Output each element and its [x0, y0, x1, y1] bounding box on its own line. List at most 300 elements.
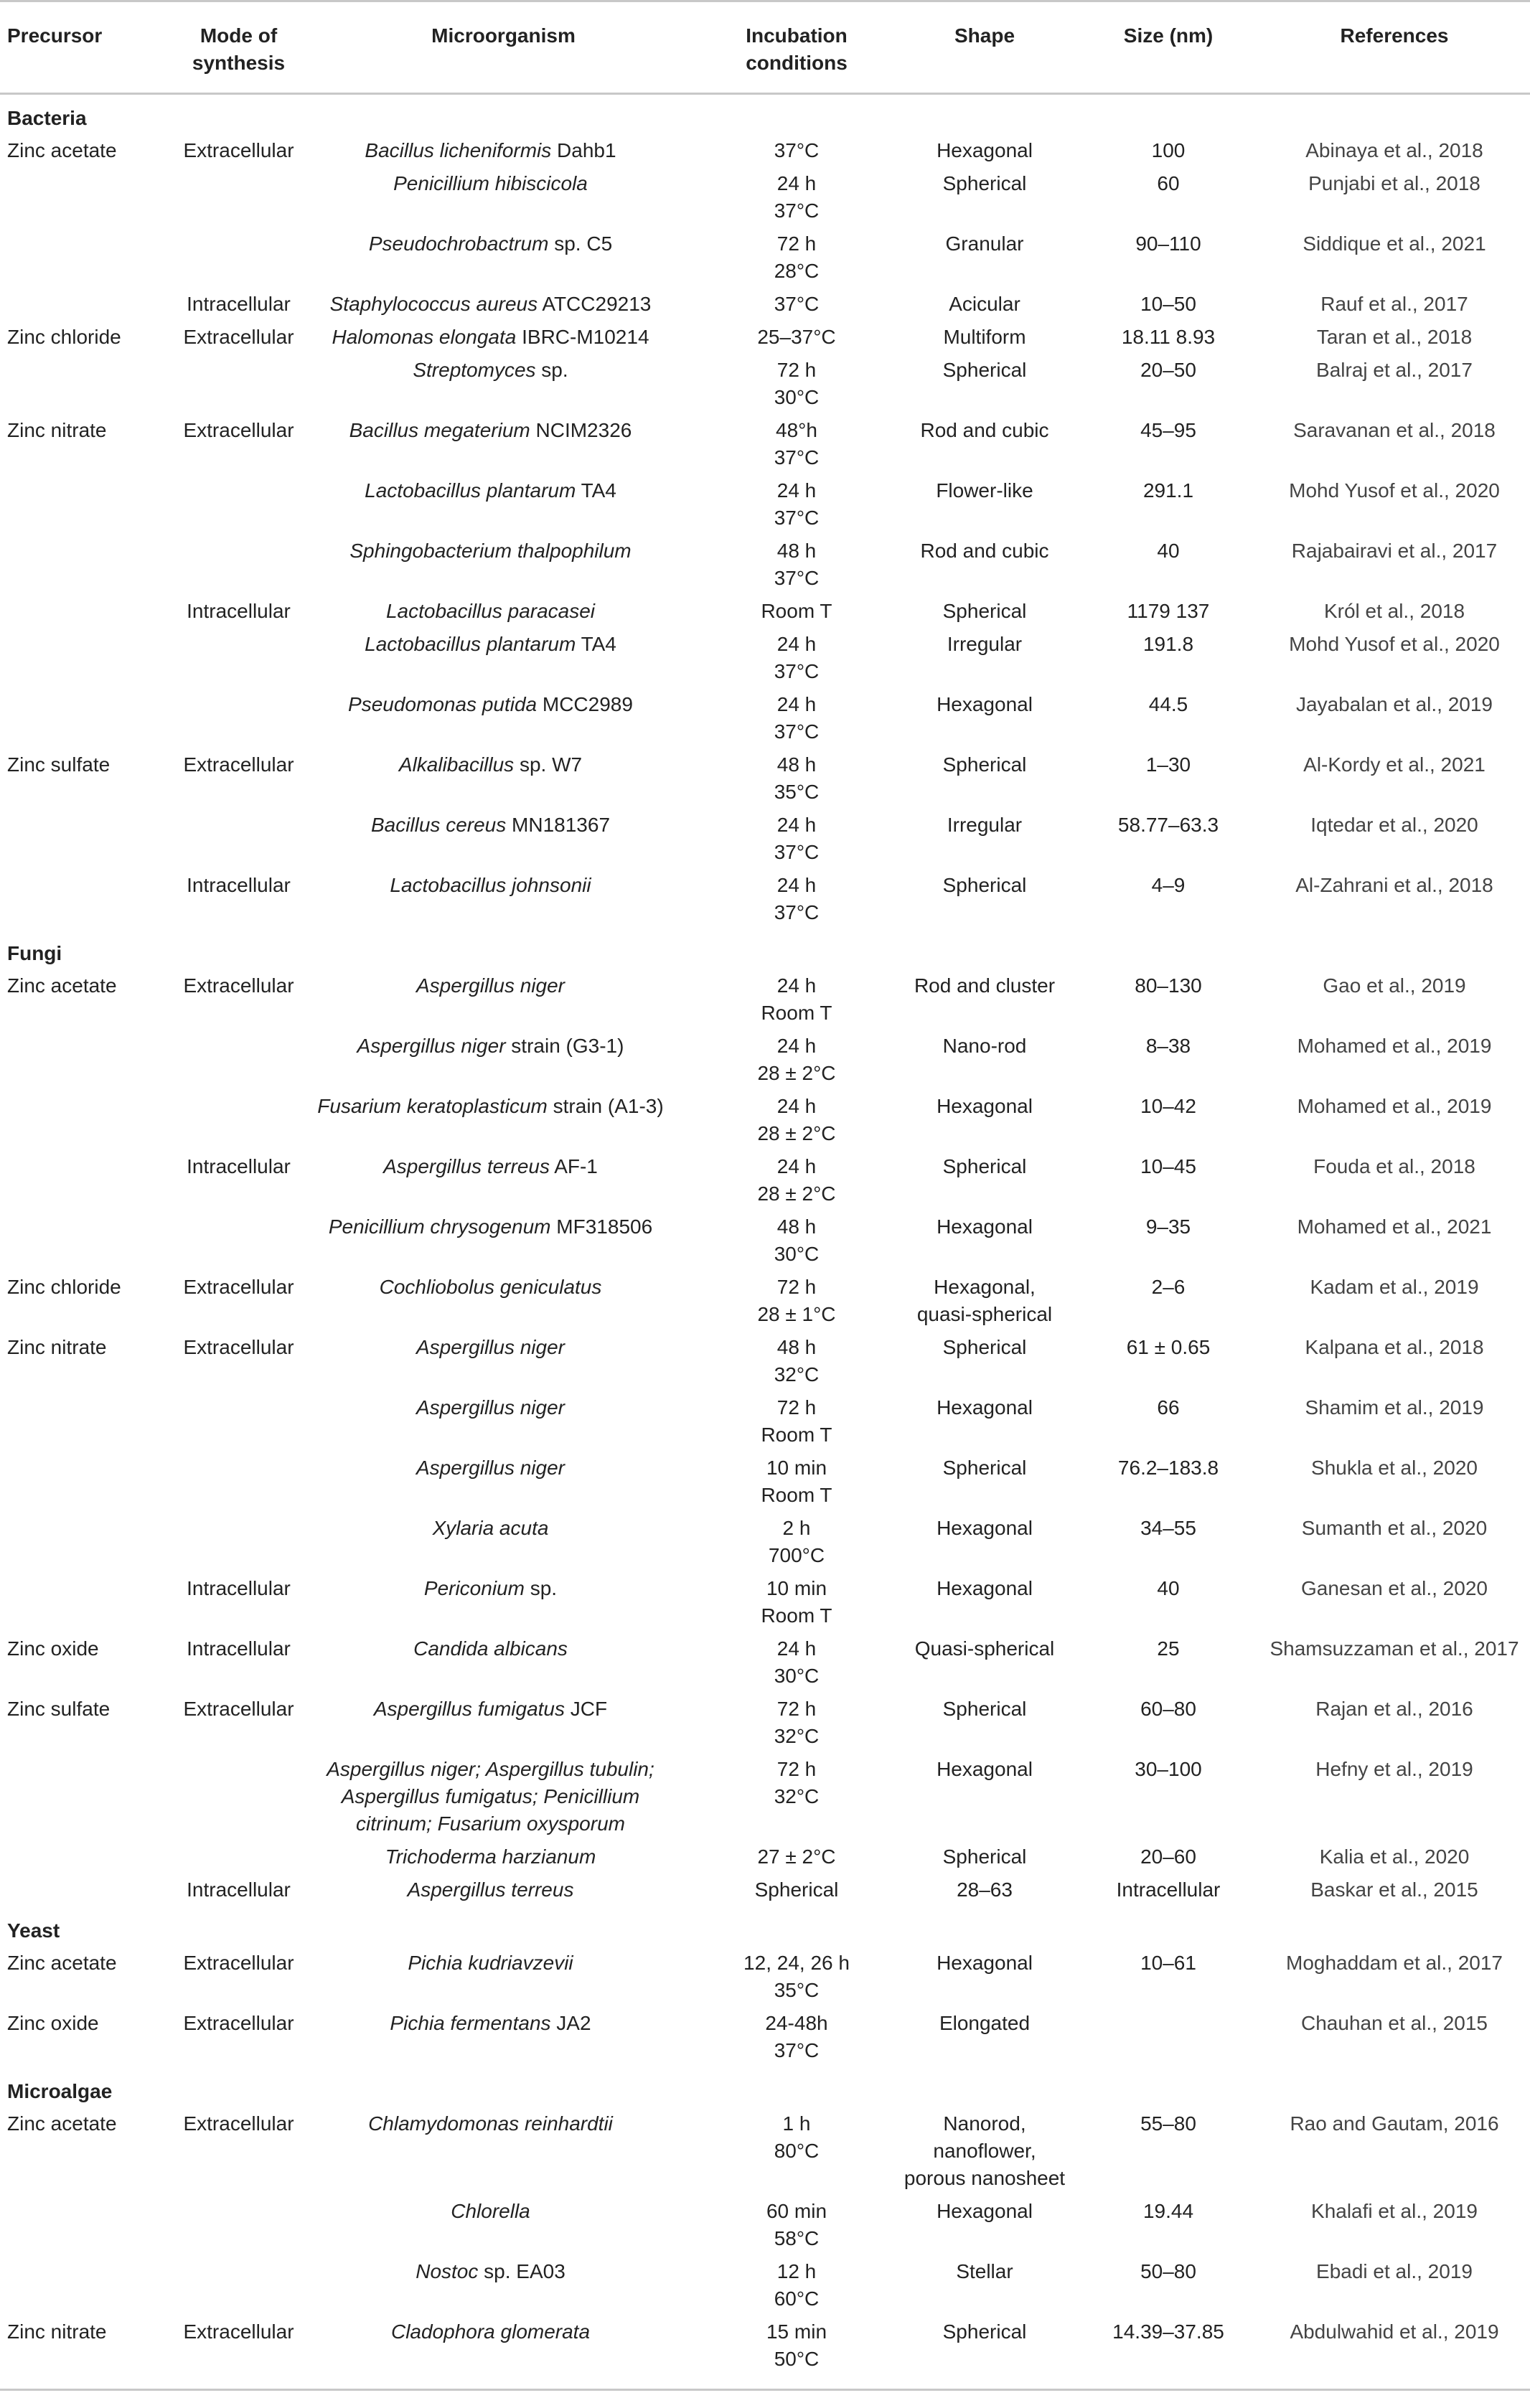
microorganism-cell: [305, 629, 702, 689]
mode-cell: [172, 354, 305, 415]
mode-header: [172, 1, 305, 94]
incubation-cell: [702, 1874, 891, 1907]
incubation-cell-line: 58°C: [774, 2227, 820, 2249]
size-cell: 1179 137: [1127, 600, 1210, 622]
table-row: [0, 596, 1530, 629]
incubation-cell: [702, 596, 891, 629]
incubation-cell: [702, 749, 891, 809]
microorganism-name: Lactobacillus paracasei: [385, 600, 596, 622]
mode-cell: Intracellular: [187, 1577, 291, 1599]
reference-cell: Sumanth et al., 2020: [1301, 1517, 1488, 1539]
table-body: [0, 94, 1530, 2390]
reference-cell: Moghaddam et al., 2017: [1286, 1952, 1503, 1974]
incubation-cell: [702, 809, 891, 870]
mode-cell: Intracellular: [187, 874, 291, 896]
incubation-cell: [702, 689, 891, 749]
mode-cell: [172, 1841, 305, 1874]
incubation-cell-line: 72 h: [776, 1276, 817, 1298]
table-row: [0, 1947, 1530, 2008]
incubation-cell-line: 2 h: [782, 1517, 811, 1539]
table-row: [0, 970, 1530, 1030]
group-row: [0, 1907, 1530, 1947]
header-text: Mode of: [200, 24, 278, 47]
header-text: synthesis: [192, 52, 286, 74]
incubation-cell: [702, 2008, 891, 2068]
microorganism-cell: [305, 1874, 702, 1907]
incubation-cell-line: 24 h: [776, 1155, 817, 1177]
microorganism-name: Pseudochrobactrum: [368, 232, 549, 255]
size-cell: 60–80: [1140, 1698, 1196, 1720]
incubation-cell-line: 72 h: [776, 1396, 817, 1419]
shape-cell: [891, 970, 1078, 1030]
microorganism-cell: [305, 354, 702, 415]
microorganism-cell: [305, 1573, 702, 1633]
group-label: Microalgae: [7, 2080, 113, 2102]
incubation-cell-line: 24-48h: [765, 2012, 828, 2034]
incubation-cell-line: 72 h: [776, 359, 817, 381]
shape-cell-line: Spherical: [942, 1457, 1027, 1479]
reference-cell: Shamim et al., 2019: [1305, 1396, 1484, 1419]
shape-cell: [891, 288, 1078, 321]
precursor-cell: [0, 228, 172, 288]
incubation-cell-line: 72 h: [776, 1698, 817, 1720]
precursor-cell: [0, 1573, 172, 1633]
microorganism-cell: [305, 1947, 702, 2008]
precursor-cell: Zinc nitrate: [7, 1336, 107, 1358]
shape-cell-line: Spherical: [942, 1845, 1027, 1868]
microorganism-name: Bacillus licheniformis: [365, 139, 552, 161]
mode-cell: Intracellular: [187, 1155, 291, 1177]
microorganism-name: Pichia kudriavzevii: [408, 1952, 573, 1974]
reference-cell: Kalia et al., 2020: [1319, 1845, 1470, 1868]
microorganism-strain: Dahb1: [551, 139, 616, 161]
incubation-cell-line: 30°C: [774, 386, 820, 408]
shape-cell-line: Irregular: [947, 633, 1023, 655]
microorganism-cell: [305, 1754, 702, 1841]
group-row: [0, 2068, 1530, 2108]
mode-cell: Extracellular: [183, 753, 294, 776]
reference-cell: Shamsuzzaman et al., 2017: [1269, 1637, 1519, 1660]
table-row: [0, 1271, 1530, 1332]
shape-cell-line: Nanorod, nanoflower,: [933, 2112, 1036, 2162]
mode-cell: [172, 2196, 305, 2256]
reference-cell: Saravanan et al., 2018: [1293, 419, 1496, 441]
shape-cell: [891, 870, 1078, 930]
incubation-cell-line: 35°C: [774, 781, 820, 803]
reference-cell: Hefny et al., 2019: [1315, 1758, 1473, 1780]
precursor-cell: [0, 168, 172, 228]
reference-cell: Jayabalan et al., 2019: [1296, 693, 1493, 715]
microorganism-cell: [305, 970, 702, 1030]
precursor-cell: [0, 535, 172, 596]
shape-cell-line: Spherical: [942, 172, 1027, 194]
precursor-cell: [0, 1754, 172, 1841]
mode-cell: [172, 1513, 305, 1573]
shape-cell-line: Hexagonal: [937, 1215, 1033, 1238]
table-row: [0, 535, 1530, 596]
reference-cell: Al-Zahrani et al., 2018: [1295, 874, 1493, 896]
size-cell: 10–50: [1140, 293, 1196, 315]
table-row: [0, 1030, 1530, 1091]
incubation-cell: [702, 168, 891, 228]
mode-cell: Intracellular: [187, 293, 291, 315]
microorganism-cell: [305, 2256, 702, 2316]
shape-cell: [891, 1091, 1078, 1151]
shape-cell-line: Quasi-spherical: [914, 1637, 1055, 1660]
incubation-cell-line: 25–37°C: [757, 326, 836, 348]
incubation-cell-line: 10 min: [766, 1577, 827, 1599]
reference-cell: Rao and Gautam, 2016: [1290, 2112, 1499, 2135]
incubation-cell-line: 32°C: [774, 1363, 820, 1386]
header-text: References: [1340, 24, 1449, 47]
microorganism-name: Halomonas elongata: [332, 326, 517, 348]
shape-cell: [891, 2008, 1078, 2068]
microorganism-name: Penicillium hibiscicola: [393, 172, 588, 194]
incubation-cell-line: 60 min: [766, 2200, 827, 2222]
incubation-cell: [702, 1513, 891, 1573]
microorganism-name: Aspergillus niger: [416, 974, 565, 997]
size-cell: 45–95: [1140, 419, 1196, 441]
microorganism-name: Bacillus megaterium: [349, 419, 530, 441]
mode-cell: [172, 535, 305, 596]
microorganism-cell: [305, 1091, 702, 1151]
table-row: [0, 2196, 1530, 2256]
mode-cell: Intracellular: [187, 600, 291, 622]
table-row: [0, 1452, 1530, 1513]
shape-cell: [891, 1693, 1078, 1754]
incubation-cell-line: 48 h: [776, 753, 817, 776]
incubation-cell-line: 72 h: [776, 232, 817, 255]
shape-cell: [891, 2316, 1078, 2390]
microorganism-cell: [305, 1633, 702, 1693]
shape-cell-line: Hexagonal: [937, 2200, 1033, 2222]
incubation-cell: [702, 1211, 891, 1271]
size-cell: 20–60: [1140, 1845, 1196, 1868]
incubation-cell-line: 72 h: [776, 1758, 817, 1780]
microorganism-cell: [305, 870, 702, 930]
microorganism-name: Xylaria acuta: [432, 1517, 549, 1539]
precursor-cell: Zinc acetate: [7, 1952, 117, 1974]
microorganism-name: Candida albicans: [413, 1637, 568, 1660]
reference-cell: Punjabi et al., 2018: [1308, 172, 1480, 194]
incubation-cell-line: 37°C: [774, 841, 820, 863]
shape-cell: [891, 1151, 1078, 1211]
reference-cell: Khalafi et al., 2019: [1311, 2200, 1478, 2222]
table-row: [0, 475, 1530, 535]
incubation-cell-line: 15 min: [766, 2320, 827, 2343]
microorganism-name: Aspergillus terreus: [383, 1155, 550, 1177]
incubation-cell-line: 24 h: [776, 974, 817, 997]
precursor-cell: [0, 596, 172, 629]
reference-cell: Gao et al., 2019: [1323, 974, 1466, 997]
mode-cell: [172, 1091, 305, 1151]
microorganism-cell: [305, 228, 702, 288]
microorganism-cell: [305, 809, 702, 870]
size-cell: 100: [1151, 139, 1186, 161]
microorganism-cell: [305, 168, 702, 228]
incubation-cell: [702, 1151, 891, 1211]
incubation-cell: [702, 1633, 891, 1693]
incubation-cell: [702, 1452, 891, 1513]
mode-cell: Extracellular: [183, 419, 294, 441]
shape-cell-line: Rod and cluster: [914, 974, 1056, 997]
shape-cell-line: Hexagonal: [937, 1952, 1033, 1974]
size-cell: 61 ± 0.65: [1126, 1336, 1211, 1358]
incubation-cell: [702, 1754, 891, 1841]
microorganism-name: Cladophora glomerata: [390, 2320, 591, 2343]
shape-cell-line: Hexagonal: [937, 1577, 1033, 1599]
incubation-cell-line: 24 h: [776, 874, 817, 896]
shape-cell: [891, 1332, 1078, 1392]
incubation-cell: [702, 629, 891, 689]
shape-cell: [891, 809, 1078, 870]
size-cell: 10–61: [1140, 1952, 1196, 1974]
microorganism-cell: [305, 1693, 702, 1754]
shape-cell: [891, 1513, 1078, 1573]
shape-cell: [891, 1030, 1078, 1091]
incubation-cell: [702, 1841, 891, 1874]
size-cell: 191.8: [1142, 633, 1194, 655]
incubation-cell-line: 48 h: [776, 1336, 817, 1358]
microorganism-line: Aspergillus fumigatus; Penicillium: [341, 1785, 640, 1807]
precursor-cell: [0, 288, 172, 321]
incubation-header: [702, 1, 891, 94]
precursor-cell: Zinc sulfate: [7, 1698, 111, 1720]
mode-cell: Intracellular: [187, 1637, 291, 1660]
incubation-cell-line: 24 h: [776, 693, 817, 715]
size-header: [1078, 1, 1259, 94]
mode-cell: Extracellular: [183, 1276, 294, 1298]
microorganism-cell: [305, 2108, 702, 2196]
precursor-cell: Zinc nitrate: [0, 2316, 172, 2390]
incubation-cell: [702, 1271, 891, 1332]
reference-cell: Mohamed et al., 2021: [1297, 1215, 1492, 1238]
shape-cell-line: Hexagonal: [937, 1517, 1033, 1539]
shape-cell: [891, 475, 1078, 535]
reference-cell: Kadam et al., 2019: [1310, 1276, 1479, 1298]
shape-cell-line: porous nanosheet: [904, 2167, 1066, 2189]
incubation-cell-line: Room T: [761, 1424, 832, 1446]
precursor-header: [0, 1, 172, 94]
microorganism-strain: JA2: [550, 2012, 591, 2034]
table-row: [0, 1633, 1530, 1693]
mode-cell: Extracellular: [183, 974, 294, 997]
microorganism-name: Aspergillus niger: [416, 1457, 565, 1479]
precursor-cell: Zinc sulfate: [7, 753, 111, 776]
size-cell: 90–110: [1135, 232, 1201, 255]
mode-cell: Extracellular: [183, 1952, 294, 1974]
precursor-cell: [0, 1513, 172, 1573]
reference-cell: Mohd Yusof et al., 2020: [1289, 479, 1500, 502]
microorganism-cell: [305, 1452, 702, 1513]
incubation-cell-line: Room T: [761, 1484, 832, 1506]
incubation-cell-line: 37°C: [774, 901, 820, 923]
incubation-cell: [702, 1573, 891, 1633]
shape-cell: [891, 535, 1078, 596]
precursor-cell: [0, 1030, 172, 1091]
incubation-cell: [702, 1091, 891, 1151]
precursor-cell: Zinc acetate: [7, 139, 117, 161]
incubation-cell: [702, 970, 891, 1030]
group-label: Bacteria: [7, 107, 87, 129]
microorganism-name: Penicillium chrysogenum: [328, 1215, 551, 1238]
microorganism-cell: [305, 535, 702, 596]
precursor-cell: Zinc acetate: [7, 2112, 117, 2135]
incubation-cell-line: 24 h: [776, 479, 817, 502]
group-label: Fungi: [7, 942, 62, 964]
incubation-cell: [702, 870, 891, 930]
size-cell: 9–35: [1145, 1215, 1191, 1238]
mode-cell: Intracellular: [187, 1878, 291, 1901]
size-cell: 58.77–63.3: [1117, 814, 1219, 836]
mode-cell: [172, 1030, 305, 1091]
incubation-cell-line: Room T: [761, 1604, 832, 1627]
table-row: [0, 1392, 1530, 1452]
incubation-cell-line: 37°C: [774, 293, 820, 315]
microorganism-name: Chlamydomonas reinhardtii: [368, 2112, 613, 2135]
shape-cell: [891, 321, 1078, 354]
shape-cell-line: Spherical: [942, 2320, 1027, 2343]
shape-cell-line: Spherical: [942, 1336, 1027, 1358]
incubation-cell: [702, 2256, 891, 2316]
shape-cell: [891, 1271, 1078, 1332]
incubation-cell-line: 700°C: [768, 1544, 825, 1566]
microorganism-name: Pseudomonas putida: [348, 693, 538, 715]
incubation-cell: [702, 1392, 891, 1452]
reference-cell: Mohamed et al., 2019: [1297, 1035, 1492, 1057]
incubation-cell-line: 37°C: [774, 660, 820, 682]
shape-cell: [891, 1211, 1078, 1271]
shape-cell: [891, 2108, 1078, 2196]
shape-cell: [891, 1947, 1078, 2008]
incubation-cell: [702, 1947, 891, 2008]
microorganism-cell: [305, 1332, 702, 1392]
reference-cell: Abdulwahid et al., 2019: [1259, 2316, 1530, 2390]
precursor-cell: Zinc chloride: [7, 1276, 121, 1298]
reference-cell: Iqtedar et al., 2020: [1310, 814, 1478, 836]
incubation-cell: [702, 321, 891, 354]
shape-cell: [891, 1633, 1078, 1693]
incubation-cell: [702, 2196, 891, 2256]
reference-cell: Abinaya et al., 2018: [1305, 139, 1483, 161]
mode-cell: [172, 475, 305, 535]
incubation-cell-line: 80°C: [774, 2140, 820, 2162]
shape-cell: [891, 2196, 1078, 2256]
incubation-cell-line: 1 h: [782, 2112, 811, 2135]
table-row: [0, 809, 1530, 870]
incubation-cell: [702, 1030, 891, 1091]
precursor-cell: [0, 809, 172, 870]
incubation-cell-line: 24 h: [776, 172, 817, 194]
size-cell: 80–130: [1135, 974, 1202, 997]
size-cell: 50–80: [1140, 2260, 1196, 2282]
shape-cell-line: Elongated: [939, 2012, 1031, 2034]
microorganism-cell: [305, 2008, 702, 2068]
mode-cell: Extracellular: [172, 2316, 305, 2390]
microorganism-cell: [305, 596, 702, 629]
shape-cell-line: Hexagonal: [937, 1396, 1033, 1419]
table-row: [0, 1091, 1530, 1151]
header-text: Size (nm): [1123, 24, 1214, 47]
shape-cell: [891, 1874, 1078, 1907]
microorganism-cell: [305, 415, 702, 475]
microorganism-cell: [305, 135, 702, 168]
microorganism-strain: TA4: [576, 479, 616, 502]
reference-cell: Ganesan et al., 2020: [1301, 1577, 1488, 1599]
header-text: conditions: [746, 52, 848, 74]
microorganism-strain: MF318506: [550, 1215, 653, 1238]
microorganism-strain: ATCC29213: [538, 293, 652, 315]
microorganism-name: Alkalibacillus: [398, 753, 515, 776]
size-cell: 291.1: [1142, 479, 1194, 502]
incubation-cell-line: 37°C: [774, 567, 820, 589]
header-text: Shape: [954, 24, 1015, 47]
table-row: [0, 228, 1530, 288]
shape-cell-line: Stellar: [956, 2260, 1013, 2282]
shape-cell: [891, 629, 1078, 689]
incubation-cell-line: 27 ± 2°C: [757, 1845, 836, 1868]
incubation-cell-line: Room T: [761, 600, 832, 622]
shape-cell: [891, 596, 1078, 629]
precursor-cell: [0, 354, 172, 415]
size-cell: 60: [1157, 172, 1180, 194]
mode-cell: [172, 228, 305, 288]
microorganism-cell: [305, 1513, 702, 1573]
precursor-cell: [0, 1392, 172, 1452]
mode-cell: [172, 1392, 305, 1452]
microorganism-cell: [305, 321, 702, 354]
shape-cell-line: Spherical: [942, 600, 1027, 622]
mode-cell: [172, 1452, 305, 1513]
shape-cell: [891, 168, 1078, 228]
shape-cell-line: Acicular: [949, 293, 1020, 315]
incubation-cell: [702, 475, 891, 535]
table-row: [0, 1841, 1530, 1874]
incubation-cell-line: 28 ± 2°C: [757, 1122, 836, 1144]
shape-cell-line: Spherical: [942, 753, 1027, 776]
precursor-cell: [0, 1091, 172, 1151]
microorganism-name: Chlorella: [451, 2200, 530, 2222]
incubation-cell-line: 28 ± 2°C: [757, 1182, 836, 1205]
reference-cell: Siddique et al., 2021: [1303, 232, 1486, 255]
microorganism-strain: MN181367: [506, 814, 611, 836]
microorganism-name: Fusarium keratoplasticum: [317, 1095, 548, 1117]
incubation-cell-line: 37°C: [774, 199, 820, 222]
shape-cell: [891, 1573, 1078, 1633]
microorganism-strain: sp.: [535, 359, 568, 381]
precursor-cell: [0, 1841, 172, 1874]
microorganism-name: Pichia fermentans: [390, 2012, 551, 2034]
microorganism-cell: [305, 1271, 702, 1332]
microorganism-cell: [305, 288, 702, 321]
group-row: [0, 930, 1530, 970]
table-row: [0, 1693, 1530, 1754]
reference-cell: Kalpana et al., 2018: [1305, 1336, 1484, 1358]
shape-cell: [891, 689, 1078, 749]
microorganism-strain: sp.: [524, 1577, 558, 1599]
incubation-cell-line: 60°C: [774, 2287, 820, 2310]
incubation-cell-line: 48 h: [776, 540, 817, 562]
shape-cell: [891, 1754, 1078, 1841]
incubation-cell-line: 24 h: [776, 1095, 817, 1117]
shape-cell: [891, 749, 1078, 809]
precursor-cell: [0, 2196, 172, 2256]
mode-cell: [172, 1754, 305, 1841]
table-row: [0, 1151, 1530, 1211]
microorganism-name: Trichoderma harzianum: [385, 1845, 596, 1868]
shape-cell-line: quasi-spherical: [916, 1303, 1053, 1325]
reference-cell: Baskar et al., 2015: [1310, 1878, 1478, 1901]
